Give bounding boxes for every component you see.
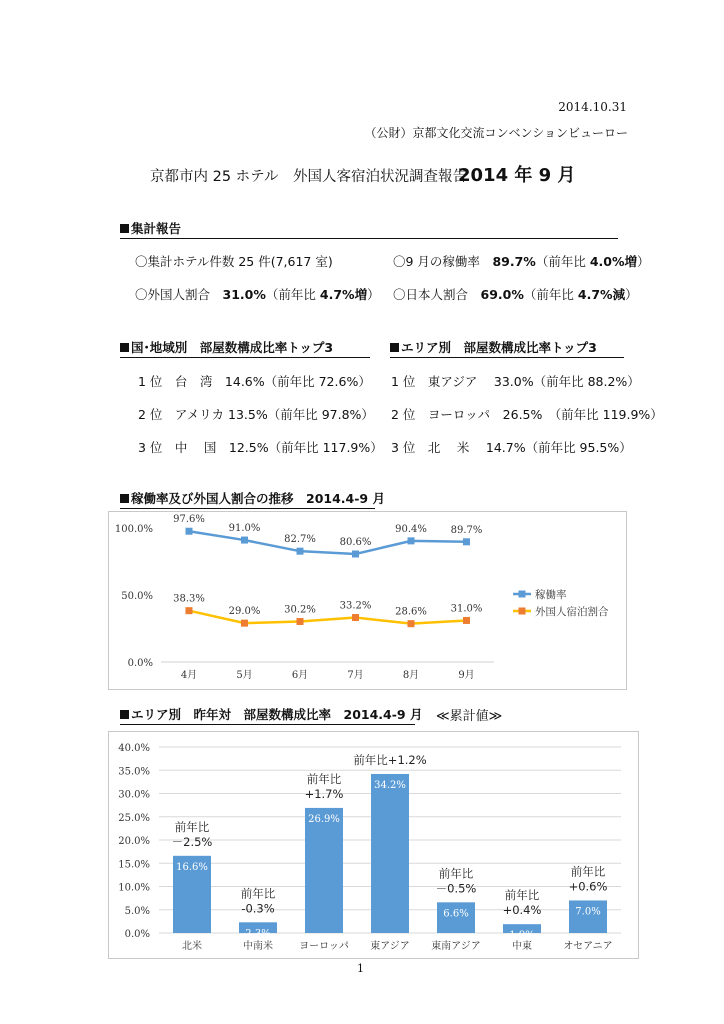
y-tick-label: 20.0% bbox=[118, 836, 150, 847]
area-chart-frame bbox=[108, 731, 639, 959]
foreign-ratio-line bbox=[135, 285, 380, 303]
area-rank-2: 2 位 ヨーロッパ 26.5% （前年比 119.9%） bbox=[391, 407, 663, 422]
area-bar-chart bbox=[109, 732, 638, 958]
series-2-marker bbox=[352, 614, 359, 621]
country-rank-2: 2 位 アメリカ 13.5%（前年比 97.8%） bbox=[138, 407, 374, 422]
japanese-compare-value: 4.7%減 bbox=[577, 287, 626, 302]
bar-value-label: 1.9% bbox=[509, 930, 535, 942]
legend-label-1: 稼働率 bbox=[535, 589, 567, 601]
change-annotation: +0.4% bbox=[502, 903, 542, 918]
japanese-compare-prefix: （前年比 bbox=[523, 287, 574, 302]
series-2-marker bbox=[408, 620, 415, 627]
change-annotation: 前年比 bbox=[504, 888, 540, 903]
area-top3-heading bbox=[390, 338, 624, 358]
foreign-ratio-label: 〇外国人割合 bbox=[135, 287, 211, 302]
cumulative-label: ≪累計値≫ bbox=[436, 709, 503, 724]
y-tick-label: 25.0% bbox=[118, 812, 150, 824]
japanese-ratio-value: 69.0% bbox=[480, 287, 524, 302]
data-label: 38.3% bbox=[173, 593, 205, 605]
country-top3-heading bbox=[120, 338, 370, 358]
x-tick-label: 5月 bbox=[236, 670, 253, 681]
report-date: 2014.10.31 bbox=[558, 100, 627, 114]
series-2-marker bbox=[463, 617, 470, 624]
bar-value-label: 6.6% bbox=[443, 908, 469, 920]
change-annotation: 前年比 bbox=[438, 866, 474, 881]
change-annotation: 前年比 bbox=[570, 864, 606, 879]
area-rank-3: 3 位 北 米 14.7%（前年比 95.5%） bbox=[391, 440, 632, 455]
bar bbox=[371, 774, 409, 933]
japanese-ratio-line bbox=[393, 285, 638, 303]
y-tick-label: 5.0% bbox=[124, 905, 150, 917]
change-annotation: －0.5% bbox=[435, 881, 477, 896]
occupancy-compare-suffix: ） bbox=[637, 254, 650, 269]
y-tick-label: 15.0% bbox=[118, 859, 150, 871]
bar-value-label: 2.3% bbox=[245, 928, 271, 940]
data-label: 91.0% bbox=[228, 523, 261, 535]
foreign-compare-value: 4.7%増 bbox=[319, 287, 368, 302]
report-title: 京都市内 25 ホテル 外国人客宿泊状況調査報告 bbox=[150, 169, 467, 185]
data-label: 97.6% bbox=[173, 514, 205, 526]
square-bullet-icon bbox=[390, 343, 399, 352]
x-tick-label: 中南米 bbox=[243, 941, 273, 952]
x-tick-label: オセアニア bbox=[563, 941, 613, 952]
data-label: 89.7% bbox=[450, 524, 483, 536]
country-top3-heading-text: 国･地域別 部屋数構成比率トップ3 bbox=[131, 340, 334, 355]
y-tick-label: 40.0% bbox=[118, 743, 150, 754]
data-label: 82.7% bbox=[284, 534, 316, 546]
legend-marker-1 bbox=[519, 591, 526, 598]
series-2-marker bbox=[297, 618, 304, 625]
occupancy-compare-prefix: （前年比 bbox=[535, 254, 586, 269]
trend-chart-frame bbox=[108, 511, 627, 690]
trend-heading-text: 稼働率及び外国人割合の推移 2014.4-9 月 bbox=[131, 491, 385, 506]
y-tick-label: 0.0% bbox=[127, 658, 153, 669]
x-tick-label: 6月 bbox=[291, 670, 309, 681]
occupancy-value: 89.7% bbox=[492, 254, 536, 269]
change-annotation: -0.3% bbox=[241, 901, 275, 916]
data-label: 31.0% bbox=[450, 603, 483, 615]
data-label: 29.0% bbox=[228, 606, 261, 618]
y-tick-label: 50.0% bbox=[121, 591, 153, 602]
data-label: 28.6% bbox=[395, 606, 427, 618]
change-annotation: +1.7% bbox=[304, 786, 344, 801]
foreign-compare-prefix: （前年比 bbox=[265, 287, 316, 302]
legend-label-2: 外国人宿泊割合 bbox=[535, 606, 609, 618]
x-tick-label: 4月 bbox=[180, 670, 198, 681]
x-tick-label: 8月 bbox=[402, 670, 420, 681]
series-2-marker bbox=[241, 620, 248, 627]
area-rank-1: 1 位 東アジア 33.0%（前年比 88.2%） bbox=[391, 374, 640, 389]
x-tick-label: ヨーロッパ bbox=[299, 941, 349, 952]
country-rank-1: 1 位 台 湾 14.6%（前年比 72.6%） bbox=[138, 374, 371, 389]
country-rank-3: 3 位 中 国 12.5%（前年比 117.9%） bbox=[138, 440, 383, 455]
square-bullet-icon bbox=[120, 224, 129, 233]
y-tick-label: 35.0% bbox=[118, 766, 150, 778]
square-bullet-icon bbox=[120, 343, 129, 352]
series-1-marker bbox=[297, 548, 304, 555]
bar-value-label: 7.0% bbox=[575, 906, 601, 918]
x-tick-label: 7月 bbox=[347, 670, 364, 681]
series-2-marker bbox=[186, 607, 193, 614]
hotel-count: 〇集計ホテル件数 25 件(7,617 室) bbox=[135, 254, 333, 269]
y-tick-label: 100.0% bbox=[114, 524, 153, 535]
series-1-marker bbox=[408, 537, 415, 544]
change-annotation: 前年比 bbox=[174, 819, 210, 834]
y-tick-label: 30.0% bbox=[118, 789, 150, 801]
x-tick-label: 北米 bbox=[182, 941, 202, 952]
data-label: 33.2% bbox=[339, 600, 372, 612]
series-1-marker bbox=[241, 537, 248, 544]
summary-heading bbox=[120, 219, 618, 239]
report-month: 2014 年 9 月 bbox=[458, 165, 576, 186]
series-1-marker bbox=[463, 538, 470, 545]
bar-value-label: 16.6% bbox=[176, 861, 208, 873]
x-tick-label: 9月 bbox=[458, 670, 475, 681]
x-tick-label: 東アジア bbox=[370, 941, 410, 952]
organization-name: （公財）京都文化交流コンベンションビューロー bbox=[364, 126, 628, 140]
foreign-ratio-value: 31.0% bbox=[222, 287, 266, 302]
foreign-compare-suffix: ） bbox=[367, 287, 380, 302]
japanese-ratio-label: 〇日本人割合 bbox=[393, 287, 469, 302]
summary-heading-text: 集計報告 bbox=[131, 221, 182, 236]
square-bullet-icon bbox=[120, 494, 129, 503]
occupancy-line bbox=[393, 252, 650, 270]
trend-heading bbox=[120, 489, 385, 509]
y-tick-label: 0.0% bbox=[124, 929, 150, 940]
series-1-marker bbox=[186, 528, 193, 535]
x-tick-label: 東南アジア bbox=[431, 941, 481, 952]
area-top3-heading-text: エリア別 部屋数構成比率トップ3 bbox=[401, 340, 597, 355]
japanese-compare-suffix: ） bbox=[625, 287, 638, 302]
change-annotation: 前年比 bbox=[240, 886, 276, 901]
change-annotation: －2.5% bbox=[171, 834, 213, 849]
area-chart-heading bbox=[120, 705, 423, 725]
series-1-marker bbox=[352, 550, 359, 557]
trend-line-chart bbox=[109, 512, 626, 689]
y-tick-label: 10.0% bbox=[118, 882, 150, 894]
square-bullet-icon bbox=[120, 710, 129, 719]
area-chart-heading-text: エリア別 昨年対 部屋数構成比率 2014.4-9 月 bbox=[131, 707, 423, 722]
change-annotation: 前年比 bbox=[306, 771, 342, 786]
bar-value-label: 26.9% bbox=[308, 813, 340, 825]
x-tick-label: 中東 bbox=[512, 941, 532, 952]
page-number: 1 bbox=[357, 962, 364, 975]
occupancy-compare-value: 4.0%増 bbox=[589, 254, 637, 269]
data-label: 90.4% bbox=[395, 523, 427, 535]
change-annotation: +0.6% bbox=[568, 879, 608, 894]
bar bbox=[305, 808, 343, 933]
occupancy-label: 〇9 月の稼働率 bbox=[393, 254, 480, 269]
change-annotation: 前年比+1.2% bbox=[353, 752, 427, 767]
data-label: 30.2% bbox=[284, 604, 316, 616]
bar-value-label: 34.2% bbox=[374, 779, 406, 791]
legend-marker-2 bbox=[519, 608, 526, 615]
data-label: 80.6% bbox=[339, 536, 372, 548]
